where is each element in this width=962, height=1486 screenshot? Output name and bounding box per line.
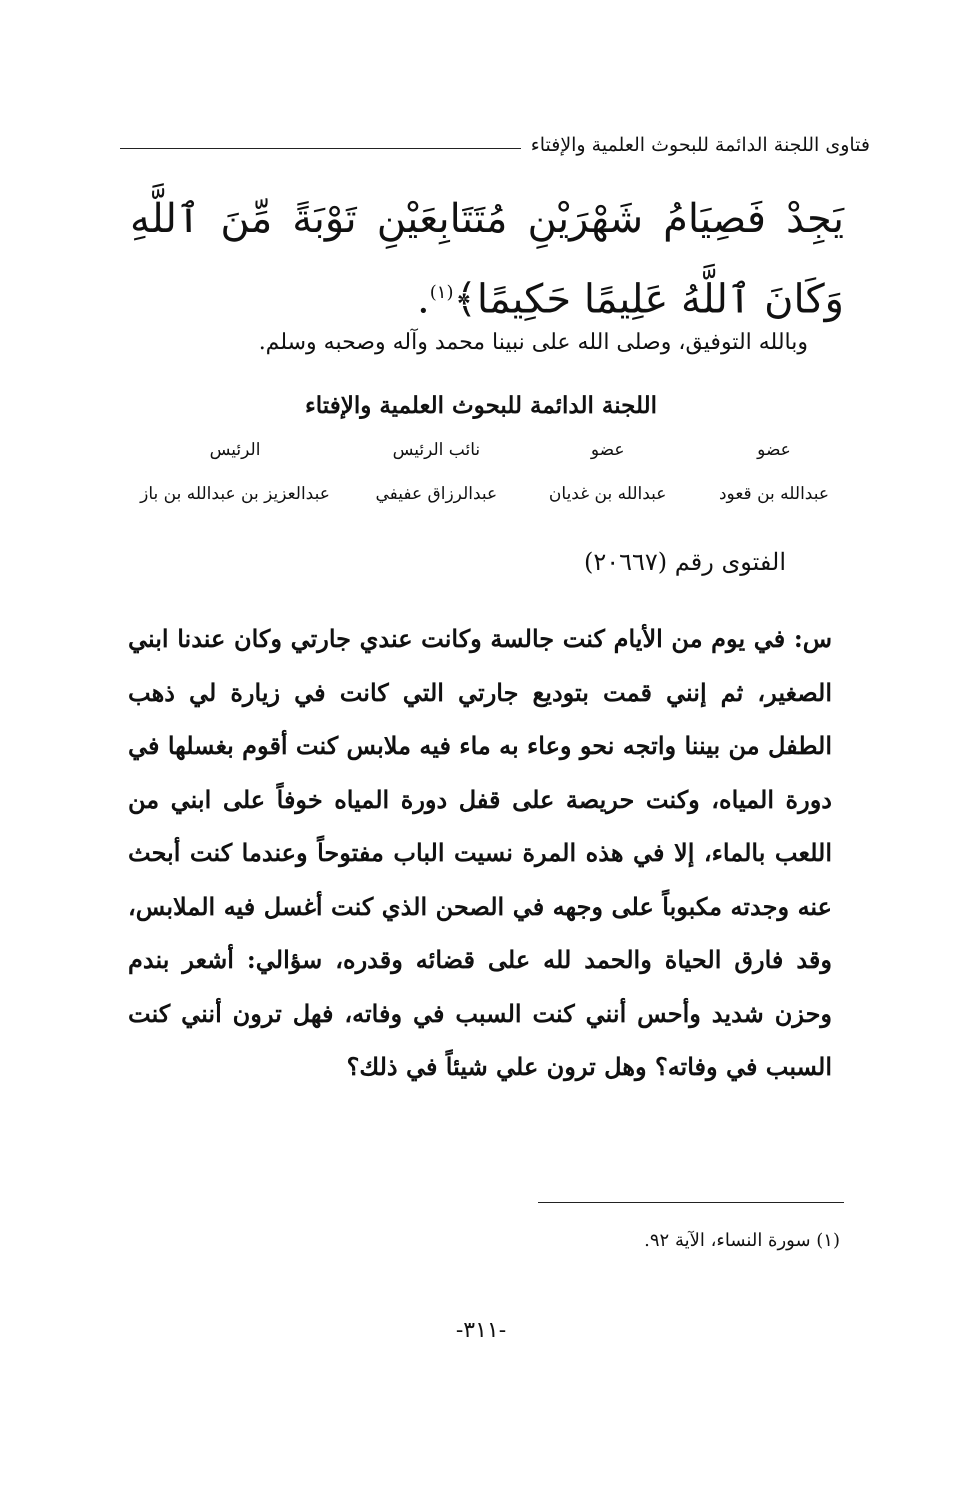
member-name: عبدالله بن غديان bbox=[548, 484, 667, 504]
verse-end: . bbox=[417, 276, 430, 323]
signatory-names bbox=[130, 484, 844, 504]
quran-verse bbox=[130, 182, 844, 336]
chair-role: الرئيس bbox=[209, 440, 261, 460]
member-role: عضو bbox=[590, 440, 625, 460]
fatwa-number: الفتوى رقم (٢٠٦٦٧) bbox=[583, 548, 786, 576]
verse-text: يَجِدْ فَصِيَامُ شَهْرَيْنِ مُتَتَابِعَيْنِ تَوْبَةً مِّنَ ٱللَّهِ وَكَانَ ٱللَّهُ عَلِيمًا حَكِيمًا﴾ bbox=[130, 196, 844, 323]
closing-prayer: وبالله التوفيق، وصلى الله على نبينا محمد وآله وصحبه وسلم. bbox=[258, 330, 808, 355]
member-role: عضو bbox=[757, 440, 791, 460]
deputy-role: نائب الرئيس bbox=[392, 440, 481, 460]
running-title: فتاوى اللجنة الدائمة للبحوث العلمية والإفتاء bbox=[530, 134, 870, 156]
chair-name: عبدالعزيز بن عبدالله بن باز bbox=[140, 484, 330, 504]
footnote: (١) سورة النساء، الآية ٩٢. bbox=[644, 1230, 840, 1251]
verse-footnote-ref: (١) bbox=[429, 282, 454, 303]
header-rule bbox=[120, 148, 521, 149]
question-paragraph: س: في يوم من الأيام كنت جالسة وكانت عندي جارتي وكان عندنا ابني الصغير، ثم إنني قمت بتوديع جارتي التي كانت في زيارة لي ذهب الطفل من بيننا واتجه نحو وعاء به ماء فيه ملابس كنت أقوم بغسلها في دورة المياه، وكنت حريصة على قفل دورة المياه خوفاً على ابني من اللعب بالماء، إلا في هذه المرة نسيت الباب مفتوحاً وعندما كنت أبحث عنه وجدته مكبوباً على وجهه في الصحن الذي كنت أغسل فيه الملابس، وقد فارق الحياة والحمد لله على قضائه وقدره، سؤالي: أشعر بندم وحزن شديد وأحس أنني كنت السبب في وفاته، فهل ترون أنني كنت السبب في وفاته؟ وهل ترون علي شيئاً في ذلك؟ bbox=[128, 624, 832, 1081]
footnote-rule bbox=[538, 1202, 844, 1203]
page-number: -٣١١- bbox=[455, 1318, 507, 1343]
signatory-roles bbox=[130, 440, 844, 460]
running-header bbox=[120, 130, 870, 160]
deputy-name: عبدالرزاق عفيفي bbox=[375, 484, 498, 504]
member-name: عبدالله بن قعود bbox=[718, 484, 829, 504]
committee-title: اللجنة الدائمة للبحوث العلمية والإفتاء bbox=[304, 392, 658, 419]
